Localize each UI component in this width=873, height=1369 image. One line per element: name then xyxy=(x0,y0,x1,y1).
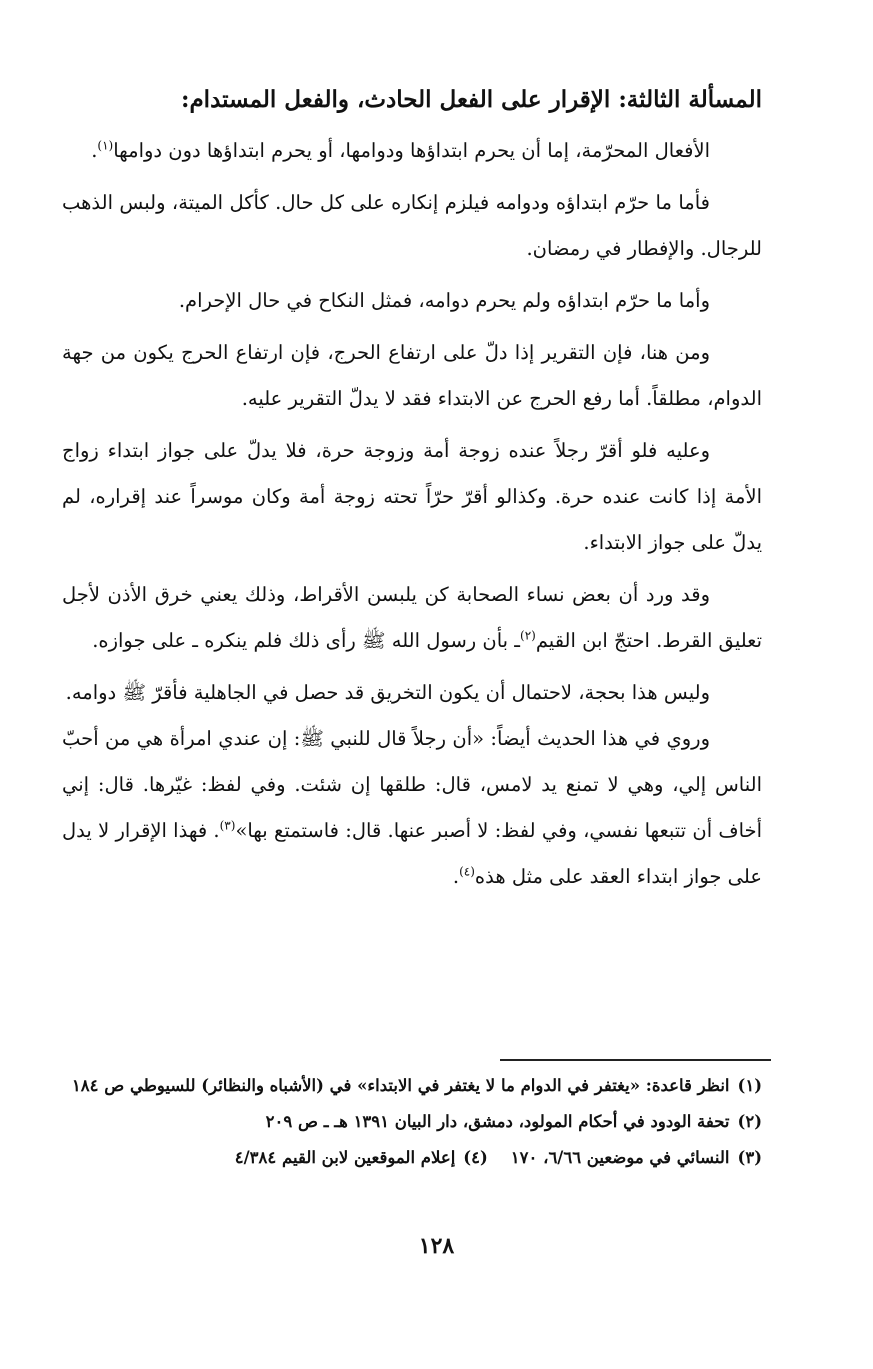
footnote-1-text: انظر قاعدة: «يغتفر في الدوام ما لا يغتفر في الابتداء» في (الأشباه والنظائر) للسيوطي ص ١٨٤ xyxy=(71,1076,730,1095)
footnote-separator xyxy=(500,1059,771,1061)
footnotes xyxy=(62,1068,762,1176)
paragraph-1-end: . xyxy=(91,139,98,162)
paragraph-8 xyxy=(62,716,762,900)
footnote-ref-2: (٢) xyxy=(520,628,536,643)
paragraph-5: وعليه فلو أقرّ رجلاً عنده زوجة أمة وزوجة حرة، فلا يدلّ على جواز ابتداء زواج الأمة إذا كانت عنده حرة. وكذالو أقرّ حرّاً تحته زوجة أمة وكان موسراً عند إقراره، لم يدلّ على جواز الابتداء. xyxy=(62,439,762,554)
page-body xyxy=(62,78,762,906)
paragraph-8-text-b: . فهذا الإقرار لا يدل على جواز ابتداء العقد على مثل هذه xyxy=(62,819,762,888)
footnote-4-number: (٤) xyxy=(463,1148,488,1167)
footnote-3-text: النسائي في موضعين ٦/٦٦، ١٧٠ xyxy=(510,1148,730,1167)
page-number: ١٢٨ xyxy=(418,1233,455,1259)
footnote-2-number: (٢) xyxy=(737,1112,762,1131)
footnote-2 xyxy=(62,1104,762,1140)
section-heading: المسألة الثالثة: الإقرار على الفعل الحادث، والفعل المستدام: xyxy=(180,86,762,113)
paragraph-8-end: . xyxy=(452,865,460,888)
footnote-4-text: إعلام الموقعين لابن القيم ٤/٣٨٤ xyxy=(234,1148,456,1167)
paragraph-2: فأما ما حرّم ابتداؤه ودوامه فيلزم إنكاره على كل حال. كأكل الميتة، ولبس الذهب للرجال. والإفطار في رمضان. xyxy=(62,191,762,260)
paragraph-1 xyxy=(62,128,762,174)
paragraph-1-text: الأفعال المحرّمة، إما أن يحرم ابتداؤها ودوامها، أو يحرم ابتداؤها دون دوامها xyxy=(113,139,710,162)
footnote-1-number: (١) xyxy=(737,1076,762,1095)
paragraph-8-text-a: وروي في هذا الحديث أيضاً: «أن رجلاً قال للنبي ﷺ: إن عندي امرأة هي من أحبّ الناس إلي، وهي لا تمنع يد لامس، قال: طلقها إن شئت. وفي لفظ: غيّرها. قال: إني أخاف أن تتبعها نفسي، وفي لفظ: لا أصبر عنها. قال: فاستمتع بها» xyxy=(62,727,762,842)
paragraph-6-text-a: وقد ورد أن بعض نساء الصحابة كن يلبسن الأقراط، وذلك يعني خرق الأذن لأجل تعليق القرط. احتجّ ابن القيم xyxy=(62,583,762,652)
paragraph-3: وأما ما حرّم ابتداؤه ولم يحرم دوامه، فمثل النكاح في حال الإحرام. xyxy=(178,289,710,312)
footnote-ref-3: (٣) xyxy=(219,818,236,833)
paragraph-4: ومن هنا، فإن التقرير إذا دلّ على ارتفاع الحرج، فإن ارتفاع الحرج يكون من جهة الدوام، مطلقاً. أما رفع الحرج عن الابتداء فقد لا يدلّ التقرير عليه. xyxy=(62,341,762,410)
footnote-3-number: (٣) xyxy=(737,1148,762,1167)
paragraph-7: وليس هذا بحجة، لاحتمال أن يكون التخريق قد حصل في الجاهلية فأقرّ ﷺ دوامه. xyxy=(65,681,710,704)
footnote-ref-4: (٤) xyxy=(459,864,475,879)
footnote-2-text: تحفة الودود في أحكام المولود، دمشق، دار البيان ١٣٩١ هـ ـ ص ٢٠٩ xyxy=(265,1112,730,1131)
footnote-1 xyxy=(62,1068,762,1104)
footnote-ref-1: (١) xyxy=(97,138,114,153)
paragraph-6-text-b: ـ بأن رسول الله ﷺ رأى ذلك فلم ينكره ـ على جوازه. xyxy=(92,629,520,652)
paragraph-6 xyxy=(62,572,762,664)
footnote-3-4 xyxy=(62,1140,762,1176)
